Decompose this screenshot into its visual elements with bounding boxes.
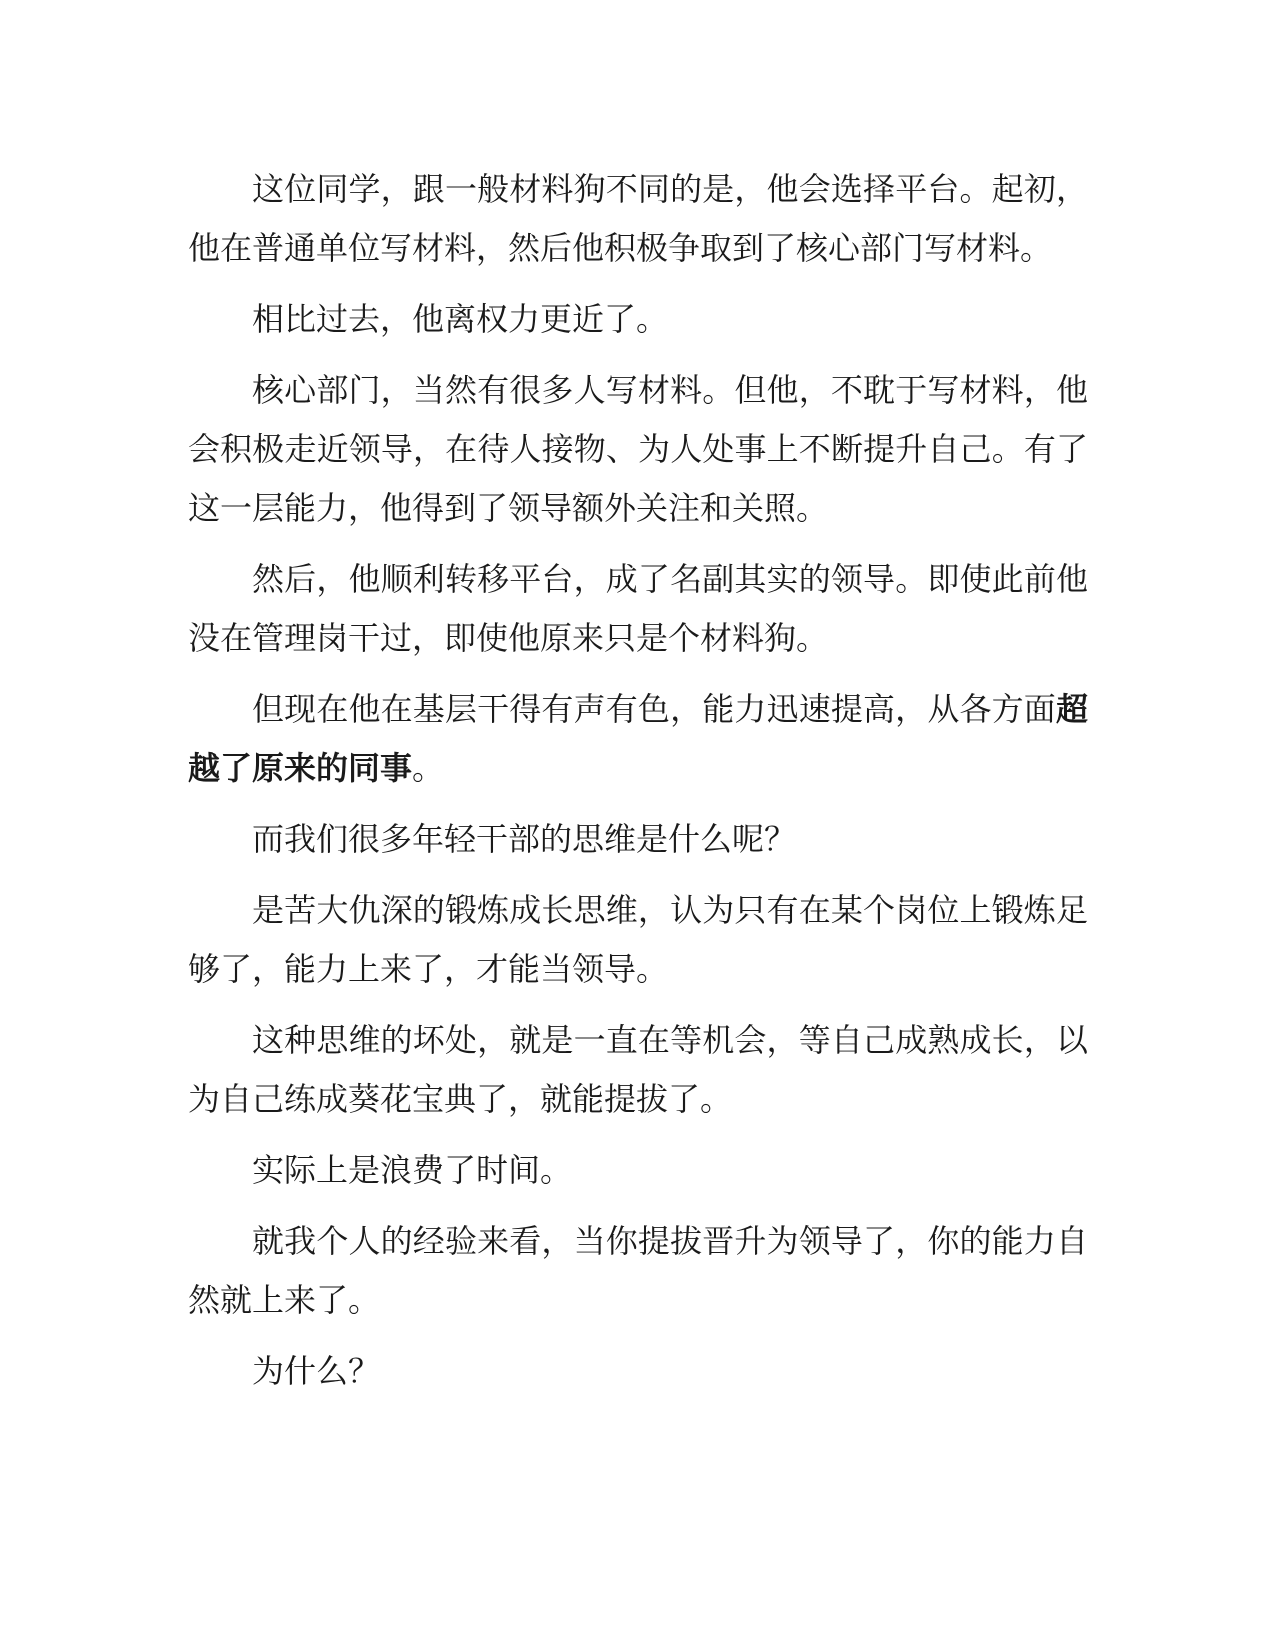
paragraph-9: 实际上是浪费了时间。 [252, 1151, 573, 1189]
paragraph-5-bold-text: 超越了原来的同事 [188, 690, 1088, 787]
paragraph-2: 相比过去，他离权力更近了。 [252, 300, 669, 338]
paragraph-8: 这种思维的坏处，就是一直在等机会，等自己成熟成长，以为自己练成葵花宝典了，就能提拔了。 [188, 1021, 1088, 1118]
paragraph-5 [188, 680, 1088, 798]
paragraph-5-tail: 。 [412, 749, 445, 787]
paragraph-1: 这位同学，跟一般材料狗不同的是，他会选择平台。起初，他在普通单位写材料，然后他积极争取到了核心部门写材料。 [188, 170, 1088, 267]
paragraph-7: 是苦大仇深的锻炼成长思维，认为只有在某个岗位上锻炼足够了，能力上来了，才能当领导。 [188, 891, 1088, 988]
paragraph-11: 为什么？ [252, 1352, 381, 1390]
paragraph-10: 就我个人的经验来看，当你提拔晋升为领导了，你的能力自然就上来了。 [188, 1222, 1088, 1319]
paragraph-3: 核心部门，当然有很多人写材料。但他，不耽于写材料，他会积极走近领导，在待人接物、为人处事上不断提升自己。有了这一层能力，他得到了领导额外关注和关照。 [188, 371, 1088, 527]
document-body [188, 160, 1088, 1413]
paragraph-4: 然后，他顺利转移平台，成了名副其实的领导。即使此前他没在管理岗干过，即使他原来只是个材料狗。 [188, 560, 1088, 657]
paragraph-5-text: 但现在他在基层干得有声有色，能力迅速提高，从各方面 [252, 690, 1056, 728]
paragraph-6: 而我们很多年轻干部的思维是什么呢？ [252, 820, 797, 858]
